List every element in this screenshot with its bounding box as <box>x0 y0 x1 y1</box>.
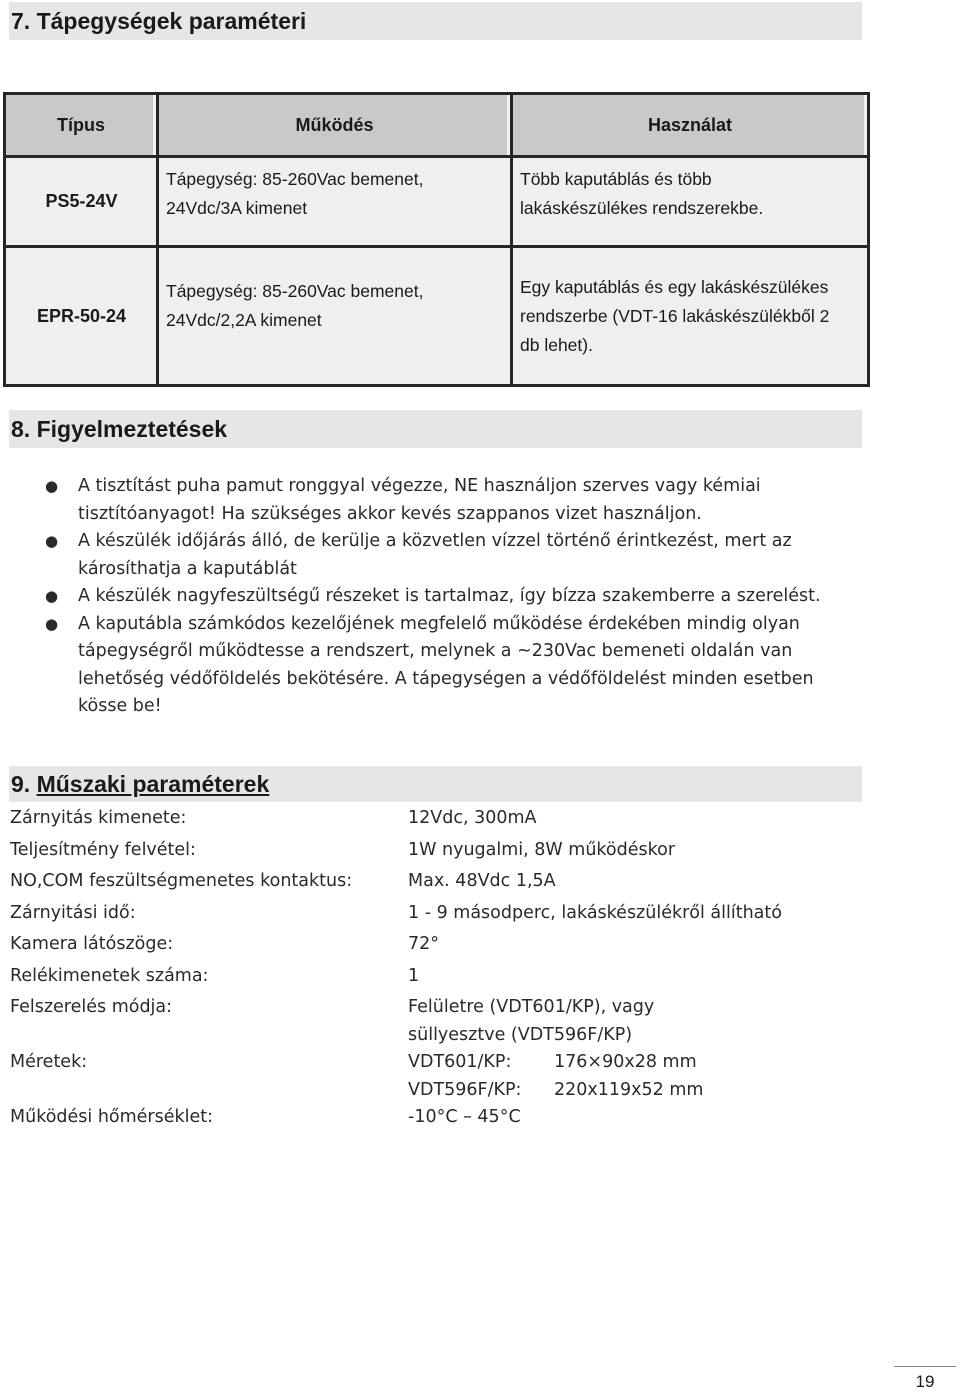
warnings-list <box>45 473 845 721</box>
param-row <box>10 1102 870 1134</box>
section-9-number: 9. <box>11 771 31 797</box>
section-7-title: Tápegységek paraméteri <box>36 8 307 34</box>
list-item-line: károsíthatja a kaputáblát <box>78 558 297 579</box>
section-8-heading <box>9 410 862 448</box>
param-row <box>10 835 870 867</box>
cell-line: Tápegység: 85-260Vac bemenet, <box>166 169 424 189</box>
param-value: -10°C – 45°C <box>408 1107 521 1127</box>
param-value <box>408 1047 703 1104</box>
param-label: Zárnyitási idő: <box>10 902 136 923</box>
param-row <box>10 803 870 835</box>
param-label: Kamera látószöge: <box>10 934 174 954</box>
param-label: Teljesítmény felvétel: <box>10 839 196 860</box>
cell-type: PS5-24V <box>5 157 158 247</box>
section-7-number: 7. <box>11 8 31 34</box>
dimension-model: VDT596F/KP: <box>408 1079 522 1100</box>
param-label: Működési hőmérséklet: <box>10 1107 214 1127</box>
list-item <box>45 473 845 528</box>
param-value-line: Felületre (VDT601/KP), vagy <box>408 997 655 1017</box>
param-row <box>10 992 870 1047</box>
header-type: Típus <box>5 94 158 157</box>
cell-line: Egy kaputáblás és egy lakáskészülékes <box>520 276 829 297</box>
dimension-size: 220x119x52 mm <box>554 1079 704 1100</box>
param-value-line: süllyesztve (VDT596F/KP) <box>408 1024 633 1045</box>
cell-usage <box>512 157 869 247</box>
power-supply-table <box>3 92 870 387</box>
param-value: 72° <box>408 934 440 954</box>
param-label: NO,COM feszültségmenetes kontaktus: <box>10 871 353 891</box>
param-row <box>10 898 870 930</box>
cell-operation <box>158 157 512 247</box>
dimension-model: VDT601/KP: <box>408 1052 512 1072</box>
bullet-icon: ● <box>45 532 59 550</box>
list-item-line: kösse be! <box>78 696 162 716</box>
param-row <box>10 866 870 898</box>
technical-parameters <box>10 803 870 1134</box>
list-item <box>45 611 845 721</box>
param-label: Felszerelés módja: <box>10 997 173 1017</box>
cell-usage <box>512 247 869 386</box>
param-value: 1W nyugalmi, 8W működéskor <box>408 839 676 860</box>
param-value: Max. 48Vdc 1,5A <box>408 871 556 891</box>
list-item-line: lehetőség védőföldelés bekötésére. A tápegységen a védőföldelést minden esetben <box>78 668 814 689</box>
cell-line: 24Vdc/3A kimenet <box>166 198 308 218</box>
section-9-heading <box>9 766 862 802</box>
list-item <box>45 583 845 611</box>
cell-line: db lehet). <box>520 334 593 355</box>
list-item-line: A tisztítást puha pamut ronggyal végezze, NE használjon szerves vagy kémiai <box>78 476 761 496</box>
section-7-heading <box>9 2 862 40</box>
cell-operation <box>158 247 512 386</box>
param-value: 12Vdc, 300mA <box>408 808 537 828</box>
bullet-icon: ● <box>45 587 59 605</box>
list-item-line: A készülék időjárás álló, de kerülje a közvetlen vízzel történő érintkezést, mert az <box>78 531 792 551</box>
header-usage: Használat <box>512 94 869 157</box>
dimension-size: 176×90x28 mm <box>554 1052 697 1072</box>
list-item-line: A készülék nagyfeszültségű részeket is tartalmaz, így bízza szakemberre a szerelést. <box>78 586 821 606</box>
cell-line: 24Vdc/2,2A kimenet <box>166 310 322 330</box>
cell-line: Több kaputáblás és több <box>520 169 712 189</box>
list-item-line: A kaputábla számkódos kezelőjének megfelelő működése érdekében mindig olyan <box>78 613 800 634</box>
header-operation: Működés <box>158 94 512 157</box>
param-row <box>10 929 870 961</box>
table-row <box>5 157 869 247</box>
param-row <box>10 961 870 993</box>
cell-line: Tápegység: 85-260Vac bemenet, <box>166 281 424 301</box>
param-label: Relékimenetek száma: <box>10 965 209 986</box>
param-value: 1 <box>408 965 420 986</box>
section-8-title: Figyelmeztetések <box>36 416 228 442</box>
section-9-title: Műszaki paraméterek <box>36 771 270 797</box>
param-value: 1 - 9 másodperc, lakáskészülékről állítható <box>408 902 782 923</box>
table-row <box>5 247 869 386</box>
bullet-icon: ● <box>45 477 59 495</box>
param-label: Zárnyitás kimenete: <box>10 808 187 828</box>
list-item-line: tisztítóanyagot! Ha szükséges akkor kevés szappanos vizet használjon. <box>78 503 702 524</box>
cell-line: lakáskészülékes rendszerekbe. <box>520 198 764 218</box>
param-row <box>10 1047 870 1102</box>
page-number: 19 <box>894 1366 956 1392</box>
table-header-row <box>5 94 869 157</box>
list-item-line: tápegységről működtesse a rendszert, melynek a ~230Vac bemeneti oldalán van <box>78 641 793 661</box>
bullet-icon: ● <box>45 614 59 633</box>
param-value <box>408 992 654 1049</box>
cell-line: rendszerbe (VDT-16 lakáskészülékből 2 <box>520 305 830 326</box>
list-item <box>45 528 845 583</box>
section-8-number: 8. <box>11 416 31 442</box>
param-label: Méretek: <box>10 1052 88 1072</box>
cell-type: EPR-50-24 <box>5 247 158 386</box>
